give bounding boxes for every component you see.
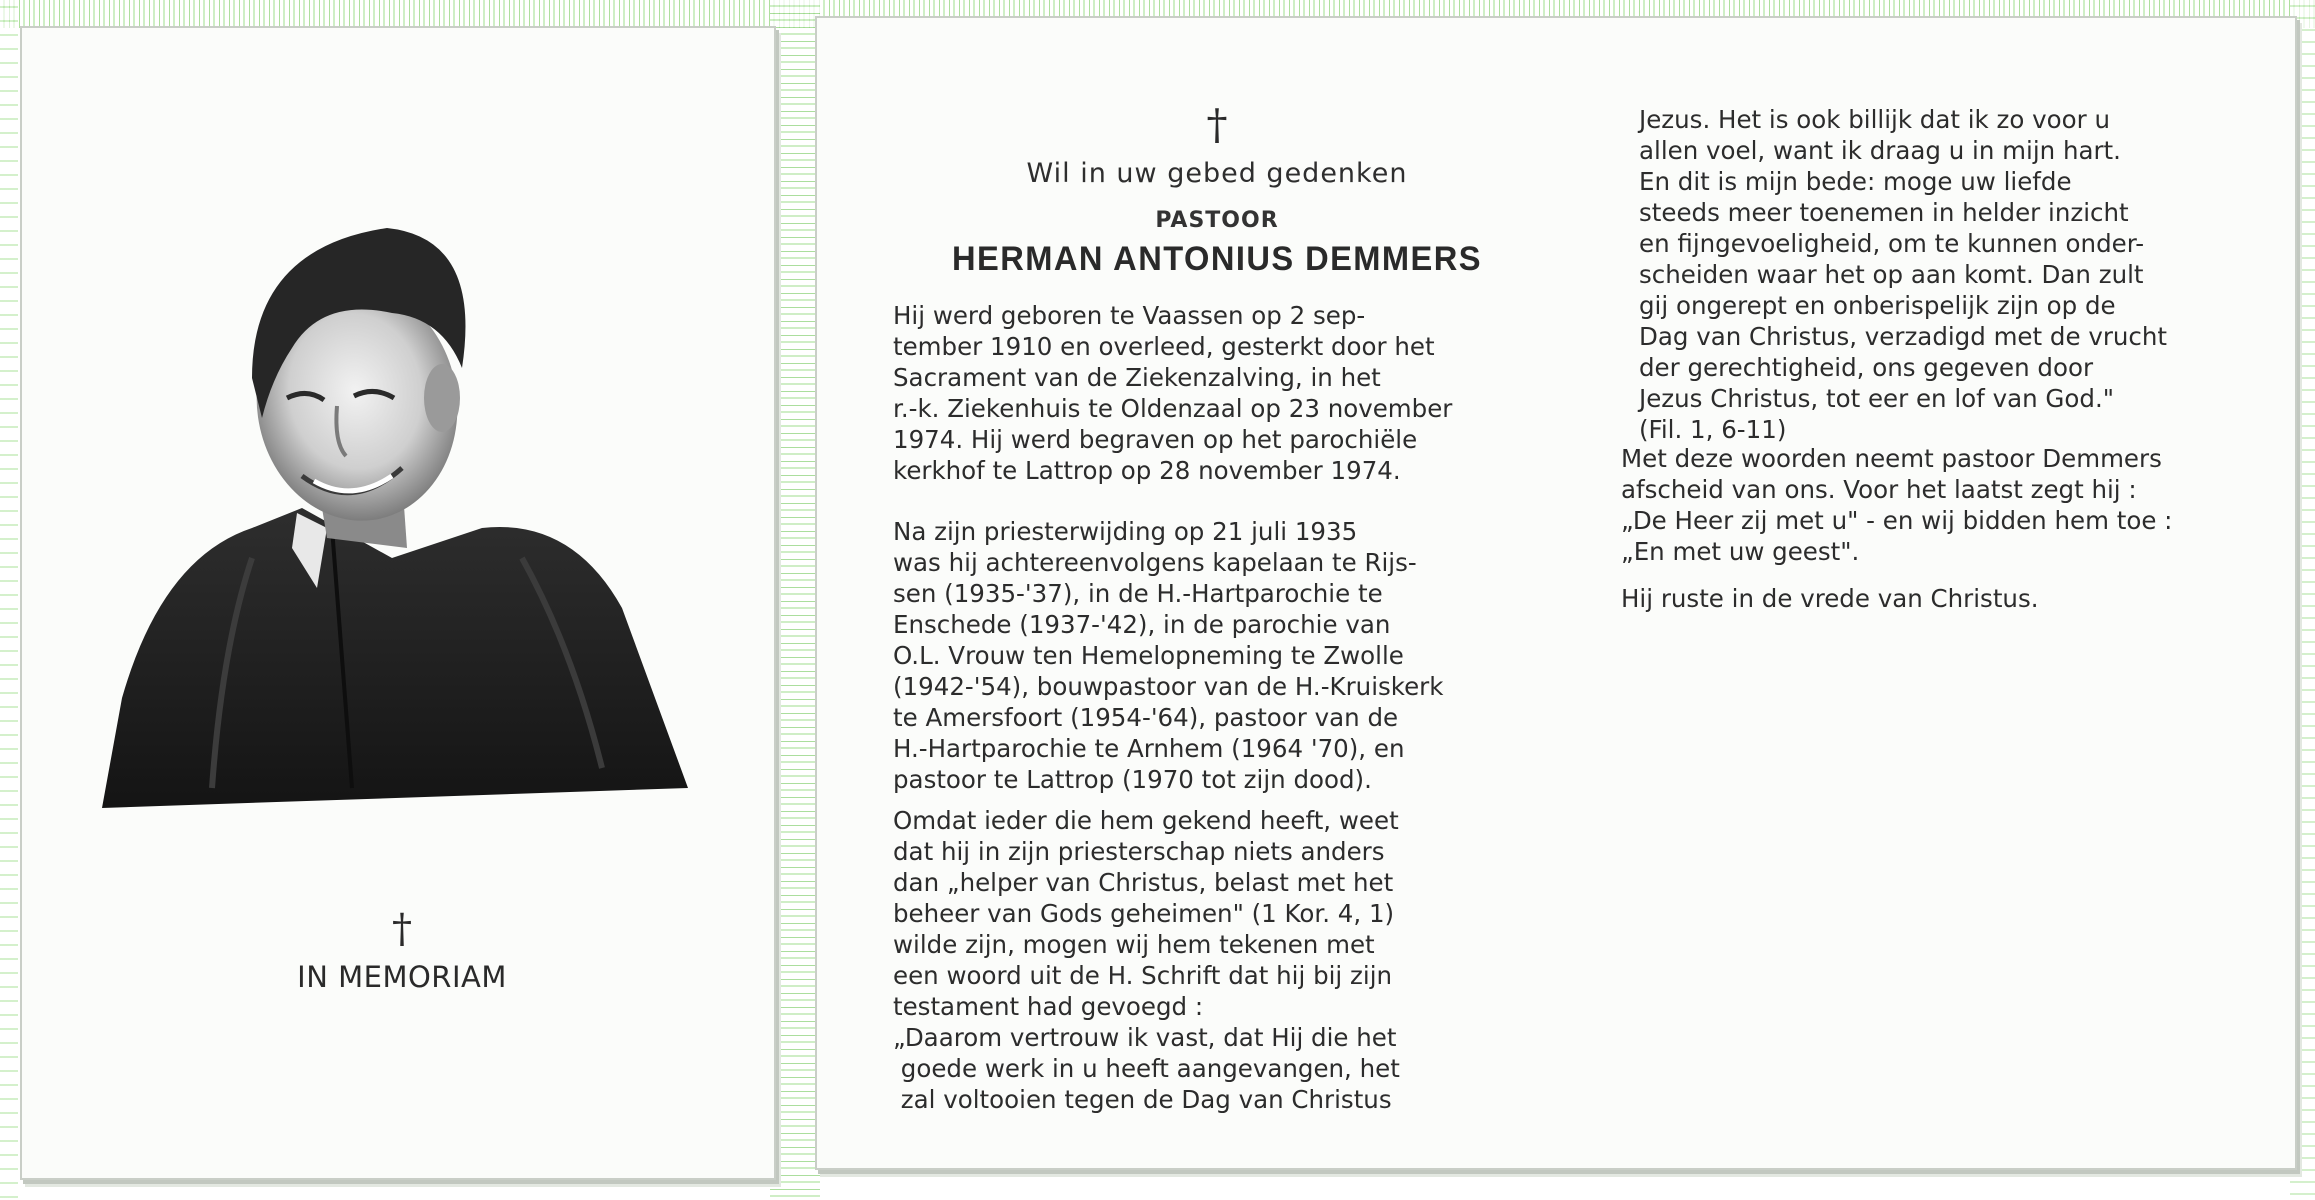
biography-birth-death [893,300,1452,486]
text-line: Omdat ieder die hem gekend heeft, weet [893,806,1399,835]
text-line: goede werk in u heeft aangevangen, het [893,1054,1400,1083]
text-line: O.L. Vrouw ten Hemelopneming te Zwolle [893,641,1404,670]
text-line: Enschede (1937-'42), in de parochie van [893,610,1391,639]
text-line: H.-Hartparochie te Arnhem (1964 '70), en [893,734,1405,763]
farewell-paragraph [1621,443,2172,567]
text-line: pastoor te Lattrop (1970 tot zijn dood). [893,765,1372,794]
text-line: te Amersfoort (1954-'64), pastoor van de [893,703,1399,732]
deceased-name: HERMAN ANTONIUS DEMMERS [951,240,1482,278]
text-line: Jezus. Het is ook billijk dat ik zo voor u [1639,105,2111,134]
memorial-card-inside [815,16,2297,1170]
text-line: Na zijn priesterwijding op 21 juli 1935 [893,517,1358,546]
text-line: kerkhof te Lattrop op 28 november 1974. [893,456,1401,485]
text-line: tember 1910 en overleed, gesterkt door het [893,332,1435,361]
text-line: zal voltooien tegen de Dag van Christus [893,1085,1392,1114]
text-line: Hij werd geboren te Vaassen op 2 sep- [893,301,1366,330]
text-line: „Daarom vertrouw ik vast, dat Hij die het [893,1023,1397,1052]
closing-blessing [1621,583,2039,614]
text-line: (Fil. 1, 6-11) [1639,415,1787,444]
scripture-intro [893,805,1400,1115]
text-line: steeds meer toenemen in helder inzicht [1639,198,2129,227]
text-line: wilde zijn, mogen wij hem tekenen met [893,930,1375,959]
text-line: dan „helper van Christus, belast met het [893,868,1394,897]
scripture-quote [1639,104,2167,445]
text-line: scheiden waar het op aan komt. Dan zult [1639,260,2144,289]
text-line: beheer van Gods geheimen" (1 Kor. 4, 1) [893,899,1395,928]
prayer-invitation: Wil in uw gebed gedenken [1026,158,1408,189]
text-line: Met deze woorden neemt pastoor Demmers [1621,444,2162,473]
text-line: sen (1935-'37), in de H.-Hartparochie te [893,579,1383,608]
text-line: „De Heer zij met u" - en wij bidden hem toe : [1621,506,2173,535]
text-line: afscheid van ons. Voor het laatst zegt hij : [1621,475,2137,504]
text-line: der gerechtigheid, ons gegeven door [1639,353,2094,382]
text-line: (1942-'54), bouwpastoor van de H.-Kruiskerk [893,672,1444,701]
memorial-card-front [20,26,776,1180]
portrait-photo [102,228,688,868]
text-line: En dit is mijn bede: moge uw liefde [1639,167,2072,196]
text-line: allen voel, want ik draag u in mijn hart. [1639,136,2121,165]
text-line: was hij achtereenvolgens kapelaan te Rijs- [893,548,1417,577]
text-line: en fijngevoeligheid, om te kunnen onder- [1639,229,2145,258]
text-line: Sacrament van de Ziekenzalving, in het [893,363,1381,392]
scan-edge-middle [770,0,820,1200]
text-line: testament had gevoegd : [893,992,1204,1021]
text-line: Dag van Christus, verzadigd met de vrucht [1639,322,2168,351]
text-line: gij ongerept en onberispelijk zijn op de [1639,291,2116,320]
text-line: r.-k. Ziekenhuis te Oldenzaal op 23 november [893,394,1453,423]
text-line: Hij ruste in de vrede van Christus. [1621,584,2039,613]
in-memoriam-title: IN MEMORIAM [297,960,507,994]
title-rank: PASTOOR [1155,208,1279,233]
text-line: Jezus Christus, tot eer en lof van God." [1639,384,2114,413]
text-line: 1974. Hij werd begraven op het parochiële [893,425,1418,454]
text-line: „En met uw geest". [1621,537,1860,566]
scan-edge-left [0,0,18,1200]
biography-career [893,516,1443,795]
cross-symbol: † [1206,100,1228,149]
cross-symbol: † [392,906,412,952]
text-line: dat hij in zijn priesterschap niets anders [893,837,1385,866]
text-line: een woord uit de H. Schrift dat hij bij zijn [893,961,1393,990]
